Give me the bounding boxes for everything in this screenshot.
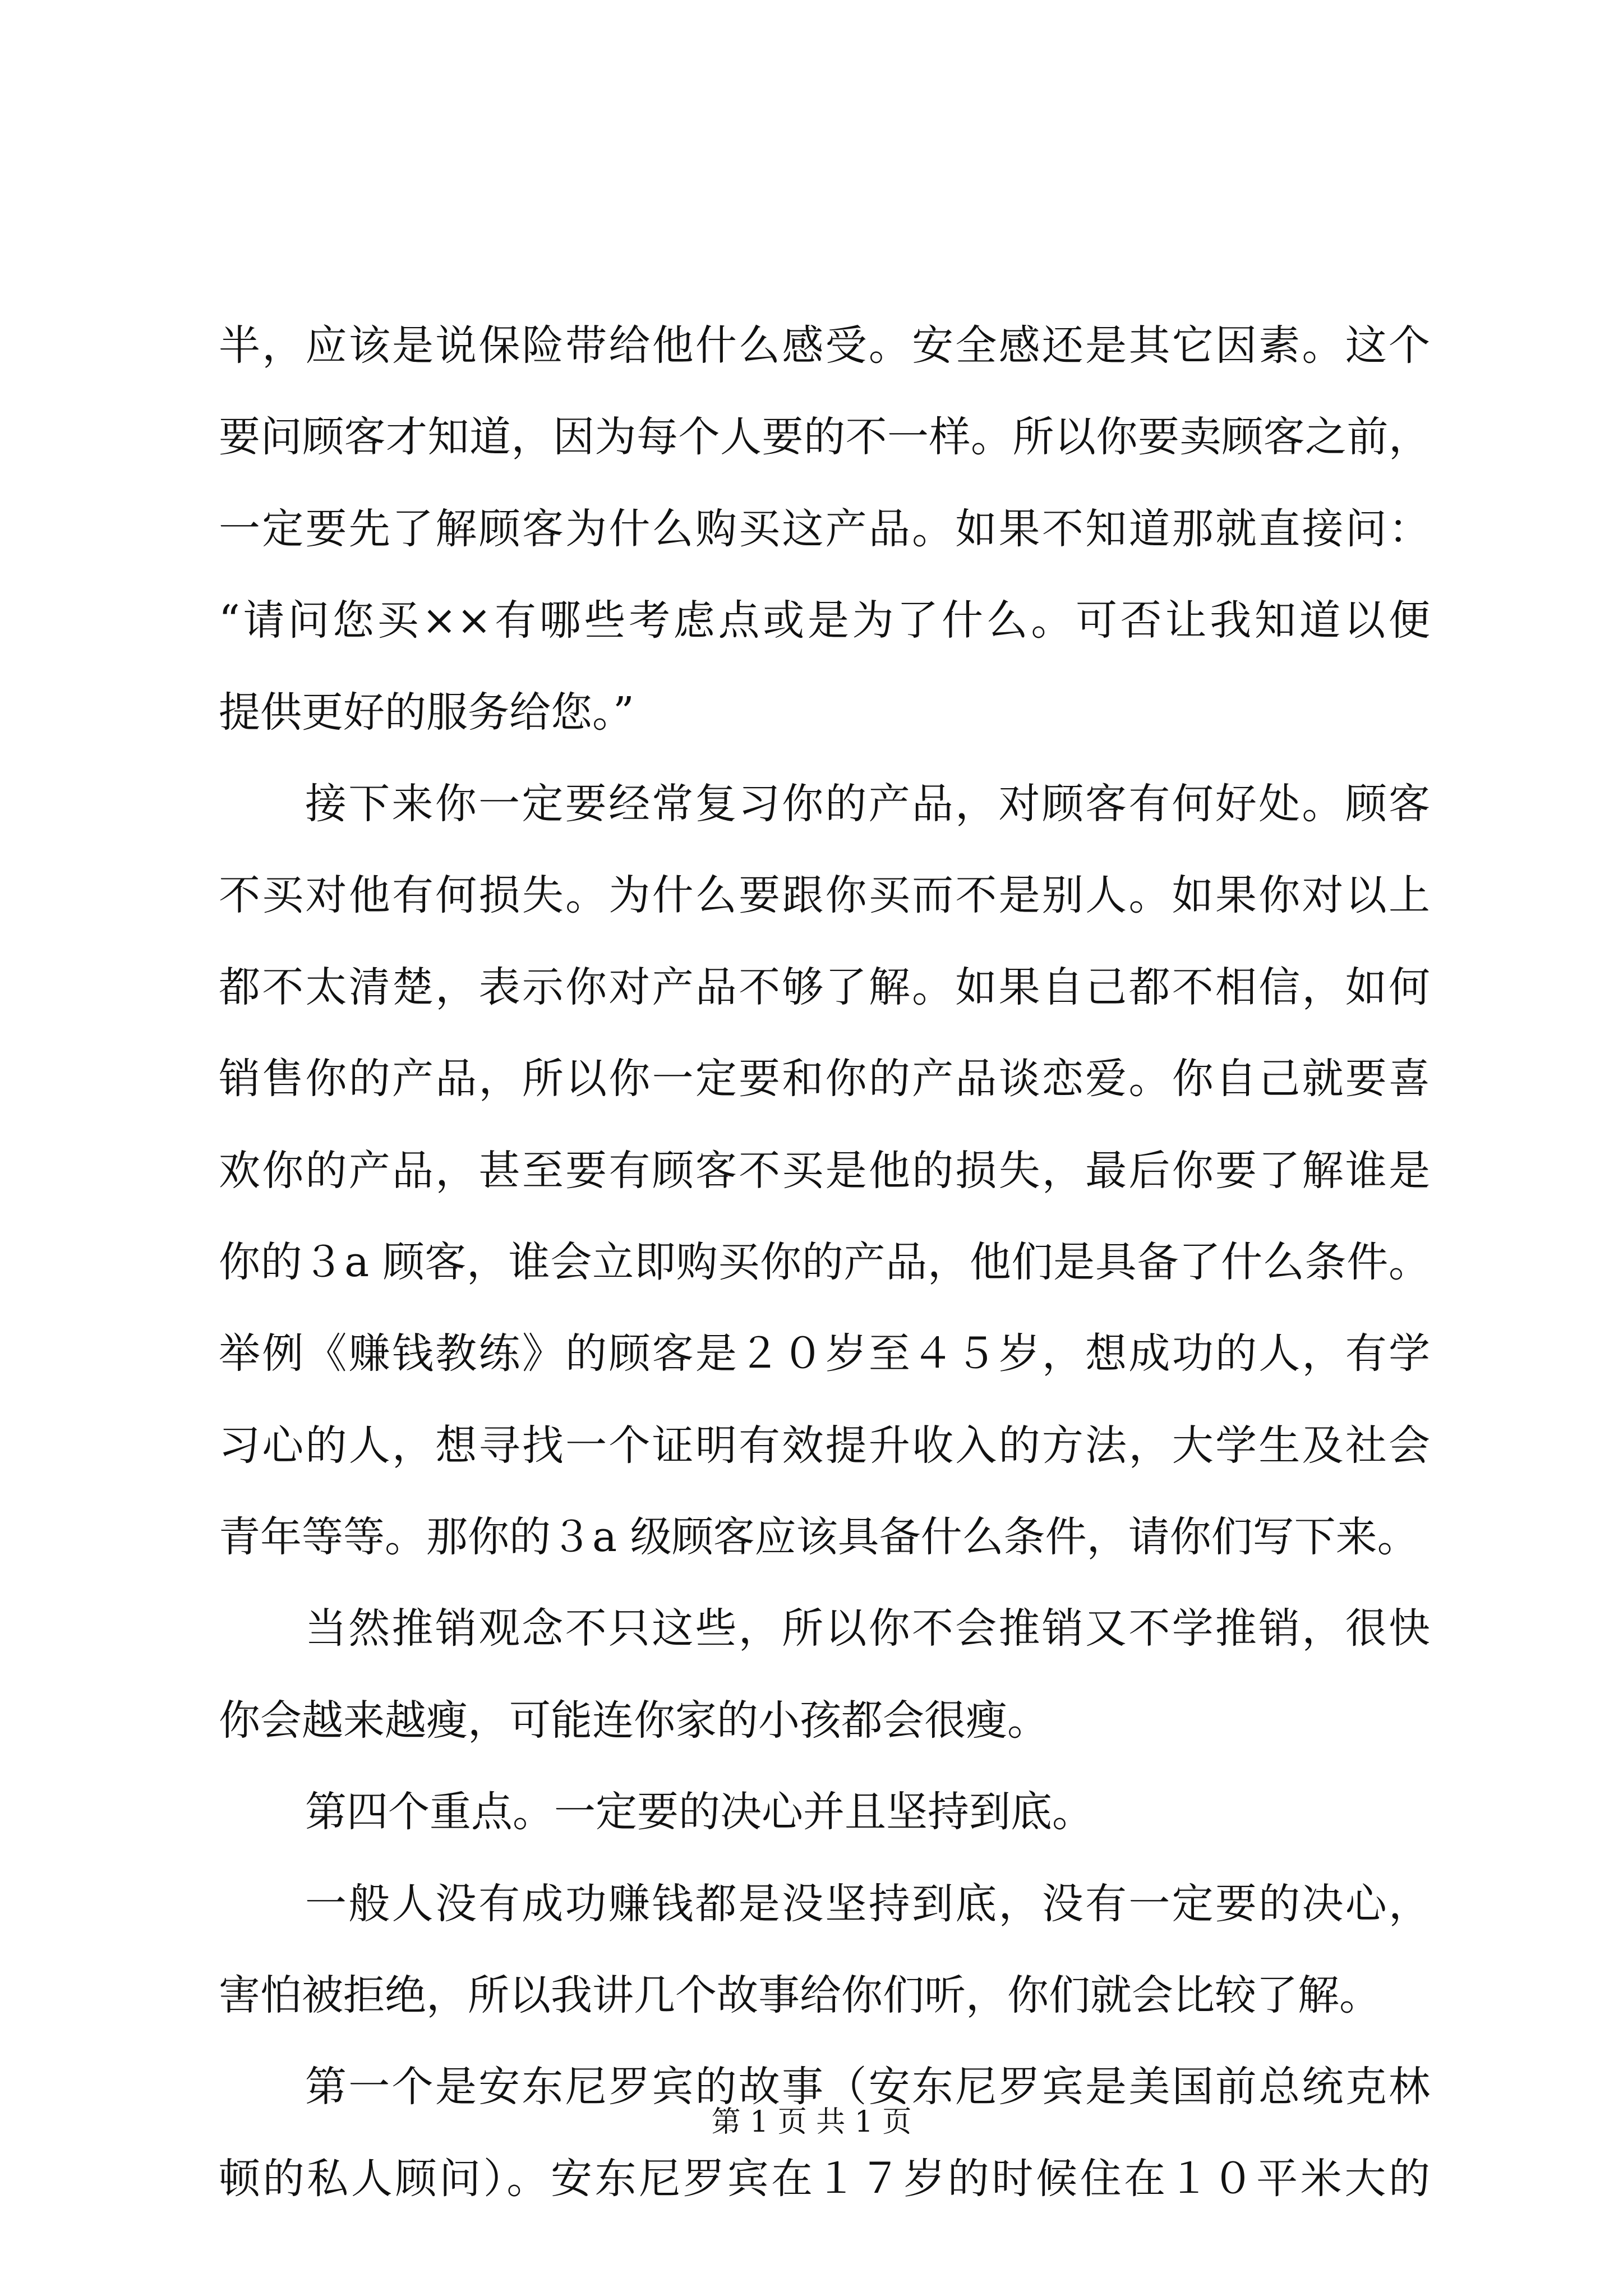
text-line: 害怕被拒绝，所以我讲几个故事给你们听，你们就会比较了解。 (219, 1971, 1381, 2020)
text-line: 都不太清楚，表示你对产品不够了解。如果自己都不相信，如何 (219, 963, 1430, 1011)
text-line: 欢你的产品，甚至要有顾客不买是他的损失，最后你要了解谁是 (219, 1146, 1430, 1195)
text-line: 你会越来越瘦，可能连你家的小孩都会很瘦。 (219, 1696, 1049, 1745)
text-line: 一定要先了解顾客为什么购买这产品。如果不知道那就直接问： (219, 504, 1430, 553)
text-line: 不买对他有何损失。为什么要跟你买而不是别人。如果你对以上 (219, 871, 1430, 920)
text-line: “请问您买××有哪些考虑点或是为了什么。可否让我知道以便 (219, 596, 1430, 645)
text-line: 第四个重点。一定要的决心并且坚持到底。 (305, 1788, 1094, 1837)
text-line: 提供更好的服务给您。” (219, 688, 634, 737)
text-line: 当然推销观念不只这些，所以你不会推销又不学推销，很快 (305, 1604, 1430, 1653)
text-line: 习心的人，想寻找一个证明有效提升收入的方法，大学生及社会 (219, 1421, 1430, 1470)
text-line: 要问顾客才知道，因为每个人要的不一样。所以你要卖顾客之前， (219, 413, 1430, 462)
text-line: 一般人没有成功赚钱都是没坚持到底，没有一定要的决心， (305, 1879, 1430, 1928)
text-line: 销售你的产品，所以你一定要和你的产品谈恋爱。你自己就要喜 (219, 1055, 1430, 1103)
text-line: 第一个是安东尼罗宾的故事（安东尼罗宾是美国前总统克林 (305, 2063, 1430, 2111)
page-footer: 第 1 页 共 1 页 (711, 2105, 912, 2139)
text-line: 青年等等。那你的３a 级顾客应该具备什么条件，请你们写下来。 (219, 1513, 1419, 1562)
text-line: 半，应该是说保险带给他什么感受。安全感还是其它因素。这个 (219, 321, 1430, 370)
text-line: 接下来你一定要经常复习你的产品，对顾客有何好处。顾客 (305, 779, 1430, 828)
text-line: 举例《赚钱教练》的顾客是２０岁至４５岁，想成功的人，有学 (219, 1329, 1430, 1378)
text-line: 你的３a 顾客，谁会立即购买你的产品，他们是具备了什么条件。 (219, 1237, 1430, 1286)
body-text (219, 300, 1430, 2225)
text-line: 顿的私人顾问）。安东尼罗宾在１７岁的时候住在１０平米大的 (219, 2154, 1430, 2203)
